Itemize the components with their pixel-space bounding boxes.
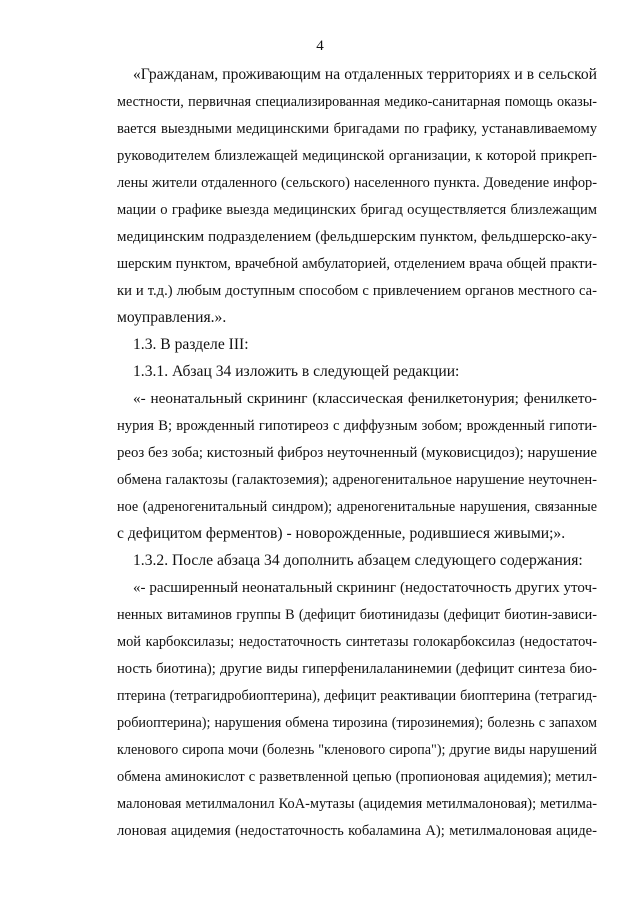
paragraph-line: мой карбоксилазы; недостаточность синтетазы голокарбоксилаз (недостаточ- bbox=[117, 634, 597, 650]
paragraph-line: мации о графике выезда медицинских бригад осуществляется близлежащим bbox=[117, 202, 597, 218]
paragraph-line: лоновая ацидемия (недостаточность кобаламина A); метилмалоновая ациде- bbox=[117, 823, 597, 839]
paragraph-line: птерина (тетрагидробиоптерина), дефицит реактивации биоптерина (тетрагид- bbox=[117, 688, 597, 704]
paragraph-line: вается выездными медицинскими бригадами по графику, устанавливаемому bbox=[117, 121, 597, 137]
subsection-heading: 1.3.1. Абзац 34 изложить в следующей редакции: bbox=[133, 363, 460, 380]
paragraph-line: медицинским подразделением (фельдшерским пунктом, фельдшерско-аку- bbox=[117, 229, 597, 245]
paragraph-line: местности, первичная специализированная медико-санитарная помощь оказы- bbox=[117, 94, 597, 110]
paragraph-line: с дефицитом ферментов) - новорожденные, родившиеся живыми;». bbox=[117, 525, 566, 542]
paragraph-line: лены жители отдаленного (сельского) населенного пункта. Доведение инфор- bbox=[117, 175, 597, 191]
paragraph-line: нурия B; врожденный гипотиреоз с диффузным зобом; врожденный гипоти- bbox=[117, 418, 597, 434]
subsection-heading: 1.3.2. После абзаца 34 дополнить абзацем следующего содержания: bbox=[133, 552, 583, 569]
paragraph-line: обмена аминокислот с разветвленной цепью (пропионовая ацидемия); метил- bbox=[117, 769, 597, 785]
paragraph-line: шерским пунктом, врачебной амбулаторией, отделением врача общей практи- bbox=[117, 256, 597, 272]
section-heading: 1.3. В разделе III: bbox=[133, 336, 249, 353]
paragraph-line: «Гражданам, проживающим на отдаленных территориях и в сельской bbox=[133, 66, 597, 83]
page-number: 4 bbox=[316, 38, 324, 54]
paragraph-line: ненных витаминов группы B (дефицит биотинидазы (дефицит биотин-зависи- bbox=[117, 607, 597, 623]
paragraph-line: руководителем близлежащей медицинской организации, к которой прикреп- bbox=[117, 148, 597, 164]
paragraph-line: моуправления.». bbox=[117, 309, 227, 326]
paragraph-line: ки и т.д.) любым доступным способом с привлечением органов местного са- bbox=[117, 283, 597, 299]
paragraph-line: «- расширенный неонатальный скрининг (недостаточность других уточ- bbox=[133, 580, 597, 596]
paragraph-line: робиоптерина); нарушения обмена тирозина (тирозинемия); болезнь с запахом bbox=[117, 715, 597, 731]
paragraph-line: обмена галактозы (галактоземия); адреногенитальное нарушение неуточнен- bbox=[117, 472, 597, 488]
paragraph-line: кленового сиропа мочи (болезнь "кленового сиропа"); другие виды нарушений bbox=[117, 742, 597, 758]
paragraph-line: малоновая метилмалонил КоА-мутазы (ацидемия метилмалоновая); метилма- bbox=[117, 796, 597, 812]
paragraph-line: реоз без зоба; кистозный фиброз неуточненный (муковисцидоз); нарушение bbox=[117, 445, 597, 461]
paragraph-line: «- неонатальный скрининг (классическая фенилкетонурия; фенилкето- bbox=[133, 390, 597, 407]
paragraph-line: ность биотина); другие виды гиперфенилаланинемии (дефицит синтеза био- bbox=[117, 661, 597, 677]
paragraph-line: ное (адреногенитальный синдром); адреногенитальные нарушения, связанные bbox=[117, 499, 597, 515]
